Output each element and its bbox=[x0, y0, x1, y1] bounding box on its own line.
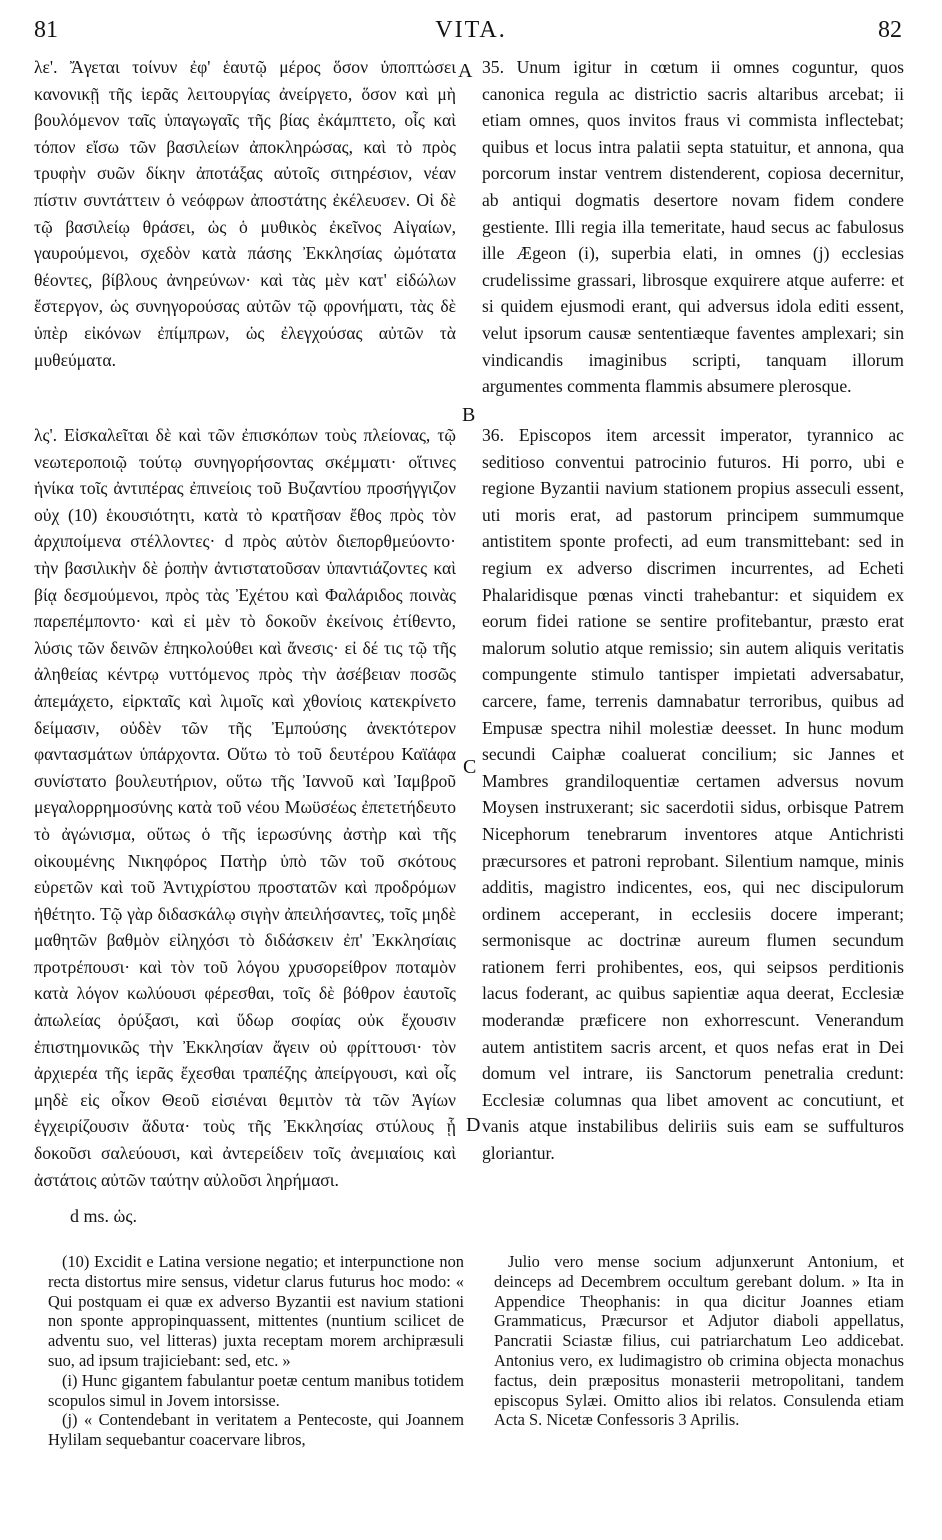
page-number-left: 81 bbox=[34, 17, 58, 43]
latin-text-35: 35. Unum igitur in cœtum ii omnes coguntur, quos canonica regula ac districtio sacris altaribus arcebat; ii etiam omnes, quos invitos fraus vi commista inflectebat; quibus et locus intra palatii septa statuitur, et annona, qua porcorum instar ventrem distenderent, copiosa decernitur, ab antiqui dogmatis desertore novam fidem condere gestiente. Illi regia illa temeritate, haud secus ac fabulosus ille Ægeon (i), superbia elati, in omnes (j) ecclesias crudelissime grassari, librosque exquirere atque auferre: et si quidem ejusmodi erant, qui adversus idola editi essent, velut ipsorum causæ sententiæque faventes amplexari; sin vindicandis imaginibus scripti, tanquam illorum argumentes commenta flammis absumere plerosque. bbox=[482, 57, 904, 397]
footnotes-right bbox=[494, 1252, 904, 1430]
latin-paragraph-36 bbox=[482, 422, 904, 1167]
footnote-j: (j) « Contendebant in veritatem a Pentecoste, qui Joannem Hylilam sequebantur coacervare libros, bbox=[48, 1410, 464, 1450]
greek-apparatus-note: d ms. ὡς. bbox=[70, 1206, 137, 1226]
footnotes-left bbox=[48, 1252, 464, 1450]
margin-letter-c: C bbox=[463, 756, 477, 778]
footnote-10: (10) Excidit e Latina versione negatio; et interpunctione non recta distortus mire sensus, videtur clarus futurus hoc modo: « Qui postquam ei quæ ex adverso Byzantii est navium stationi non sponte appropinquassent, mittentes (nuntium scilicet de adventu suo, vel litteras) juxta receptam morem archipræsuli suo, ad ipsum trajiciebant: sed, etc. » bbox=[48, 1252, 464, 1370]
margin-letter-d: D bbox=[466, 1114, 481, 1136]
greek-text-36: λς'. Εἰσκαλεῖται δὲ καὶ τῶν ἐπισκόπων τοὺς πλείονας, τῷ νεωτεροποιῷ τούτῳ συνηγορήσοντας σκέμματι· οἵτινες ἡνίκα τοῖς ἀντιπέρας ἐπινείοις τοῦ Βυζαντίου προσήγγιζον οὐχ (10) ἑκουσιότητι, κατὰ τὸ κρατῆσαν ἔθος πρὸς τὸν ἀρχιποίμενα στέλλοντες· d πρὸς αὐτὸν διεπορθμεύοντο· τὴν βασιλικὴν δὲ ῥοπὴν ἀντιστατοῦσαν ὑπαντιάζοντες καὶ βίᾳ δεσμούμενοι, πρὸς τὰς Ἐχέτου καὶ Φαλάριδος ποινὰς παρεπέμποντο· καὶ εἰ μὲν τὸ δοκοῦν ἐκείνοις ἐτίθεντο, λύσις τῶν δεινῶν ἐπηκολούθει καὶ ἄνεσις· εἰ δέ τις τῷ τῆς ἀληθείας κέντρῳ νυττόμενος πρὸς τὴν ἀσέβειαν ποσῶς ἀπεμάχετο, εἱρκταῖς καὶ λιμοῖς καὶ χθονίοις κατεκρίνετο δείμασιν, οὐδὲν τῶν τῆς Ἐμπούσης ἀνεκτότερον φαντασμάτων ὑπάρχοντα. Οὕτω τὸ τοῦ δευτέρου Καϊάφα συνίστατο βουλευτήριον, οὕτω τῆς Ἰαννοῦ καὶ Ἰαμβροῦ μεγαλορρημοσύνης κατὰ τοῦ νέου Μωϋσέως ἐπετετήδευτο τὸ ἀγώνισμα, οὕτως ὁ τῆς ἱερωσύνης ἀστὴρ καὶ τῆς οἰκουμένης Νικηφόρος Πατὴρ ὑπὸ τῶν τοῦ σκότους εὑρετῶν καὶ τοῦ Ἀντιχρίστου προστατῶν καὶ προδρόμων ἠθέτητο. Τῷ γὰρ διδασκάλῳ σιγὴν ἀπειλήσαντες, τοῖς μηδὲ μαθητῶν βαθμὸν εἰληχόσι τὸ διδάσκειν ἐπ' Ἐκκλησίαις προτρέπουσι· καὶ τὸν τοῦ λόγου χρυσορείθρον ποταμὸν κατὰ λόγον κωλύουσι φέρεσθαι, τοῖς δὲ βόθρον ἑαυτοῖς ἀπωλείας ὀρύξασι, καὶ ὕδωρ σοφίας οὐκ ἔχουσιν ἐπιστημονικῶς τὴν Ἐκκλησίαν ἄγειν οὐ φρίττουσι· τὸν ἀρχιερέα τῆς ἱερᾶς ἔχεσθαι τραπέζης ἀπείργουσι, καὶ οἷς μηδὲ εἰς οἶκον Θεοῦ εἰσιέναι θεμιτὸν τὰ τῶν Ἁγίων ἐγχειρίζουσιν ἄδυτα· τοὺς τῆς Ἐκκλησίας στύλους ᾗ δοκοῦσι σαλεύουσι, καὶ ἀντερείδειν τοῖς ἀνεμιαίοις καὶ ἀστάτοις αὐτῶν ταύτην αὐλοῦσι ληρήμασι. bbox=[34, 425, 456, 1190]
latin-text-36: 36. Episcopos item arcessit imperator, tyrannico ac seditioso conventui patrocinio futuros. Hi porro, ubi e regione Byzantii navium stationem propius asseculi essent, uti moris erat, ad pastorum principem summumque antistitem sponte profecti, ad eum transmittebant: sed in regium ex adverso discrimen incurrentes, ad Echeti Phalaridisque pœnas vincti trahebantur: et siquidem ex eorum fidei ratione se sentire profitebantur, præsto erat malorum solutio atque remissio; sin autem aliquis veritatis compungente stimulo tantisper impietati adversabatur, carcere, fame, terrenis damnabatur terroribus, quibus ad Empusæ spectra nihil molestiæ deesset. In hunc modum secundi Caiphæ coaluerat concilium; sic Jannes et Mambres grandiloquentiæ certamen adversus novum Moysen instruxerant; sic sacerdotii sidus, orbisque Patrem Nicephorum tenebrarum inventores atque Antichristi præcursores et patroni reprobant. Silentium namque, minis additis, magistro indicentes, eos, qui nec discipulorum ordinem acceperant, in ecclesiis docere imperant; sermonisque ac doctrinæ aureum flumen secundum rationem ferri prohibentes, eos, qui seipsos perditionis lacus foderant, ac quibus sapientiæ aqua deerat, Ecclesiæ moderandæ præficere non exhorrescunt. Venerandum autem antistitem sacris arcent, et quos nefas erat in Dei domum vel intrare, iis Sanctorum penetralia credunt: Ecclesiæ columnas qua libet amovent ac concutiunt, et vanis atque instabilibus deliriis suis eam se suffulturos gloriantur. bbox=[482, 425, 904, 1164]
margin-letter-b: B bbox=[462, 404, 476, 426]
footnote-continuation: Julio vero mense socium adjunxerunt Antonium, et deinceps ad Decembrem occultum gerebant dolum. » Ita in Appendice Theophanis: in qua dicitur Joannes etiam Grammaticus, Præcursor et Adjutor diaboli appellatus, Pancratii Sciastæ filius, cui patriarchatum Leo addicebat. Antonius vero, ex ludimagistro ob crimina objecta monachus factus, dein præpositus monasterii metropolitani, tandem episcopus Sylæi. Omitto alios ibi relatos. Consulenda etiam Acta S. Nicetæ Confessoris 3 Aprilis. bbox=[494, 1252, 904, 1430]
running-head: VITA. bbox=[435, 17, 507, 43]
margin-letter-a: A bbox=[458, 60, 473, 82]
latin-paragraph-35 bbox=[482, 54, 904, 400]
greek-paragraph-35 bbox=[34, 54, 456, 373]
greek-text-35: λε'. Ἄγεται τοίνυν ἐφ' ἑαυτῷ μέρος ὅσον ὑποπτώσει κανονικῇ τῆς ἱερᾶς λειτουργίας ἀνείργετο, ὅσον καὶ μὴ βουλόμενον ταῖς ὑπαγωγαῖς τῆς βίας ἐκάμπτετο, οἷς καὶ τόπον εἴσω τῶν βασιλείων ἀποκληρώσας, καὶ τὸ πρὸς τρυφὴν συῶν δίκην ἀποτάξας αὐτοῖς σιτηρέσιον, νέαν πίστιν συντάττειν ὁ νεόφρων ἀποστάτης ἐκέλευσεν. Οἱ δὲ τῷ βασιλείῳ θράσει, ὡς ὁ μυθικὸς ἐκεῖνος Αἰγαίων, γαυρούμενοι, σχεδὸν κατὰ πάσης Ἐκκλησίας ὠμότατα θέοντες, βίβλους ἀνηρεύνων· καὶ τὰς μὲν κατ' εἰδώλων ἔστεργον, ὡς συνηγορούσας αὐτῶν τῷ φρονήματι, τὰς δὲ ὑπὲρ εἰκόνων ἐπίμπρων, ὡς ἐλεγχούσας αὐτῶν τὰ μυθεύματα. bbox=[34, 57, 456, 370]
greek-paragraph-36 bbox=[34, 422, 456, 1193]
footnote-i: (i) Hunc gigantem fabulantur poetæ centum manibus totidem scopulos simul in Jovem intorsisse. bbox=[48, 1370, 464, 1410]
page-number-right: 82 bbox=[878, 17, 902, 43]
